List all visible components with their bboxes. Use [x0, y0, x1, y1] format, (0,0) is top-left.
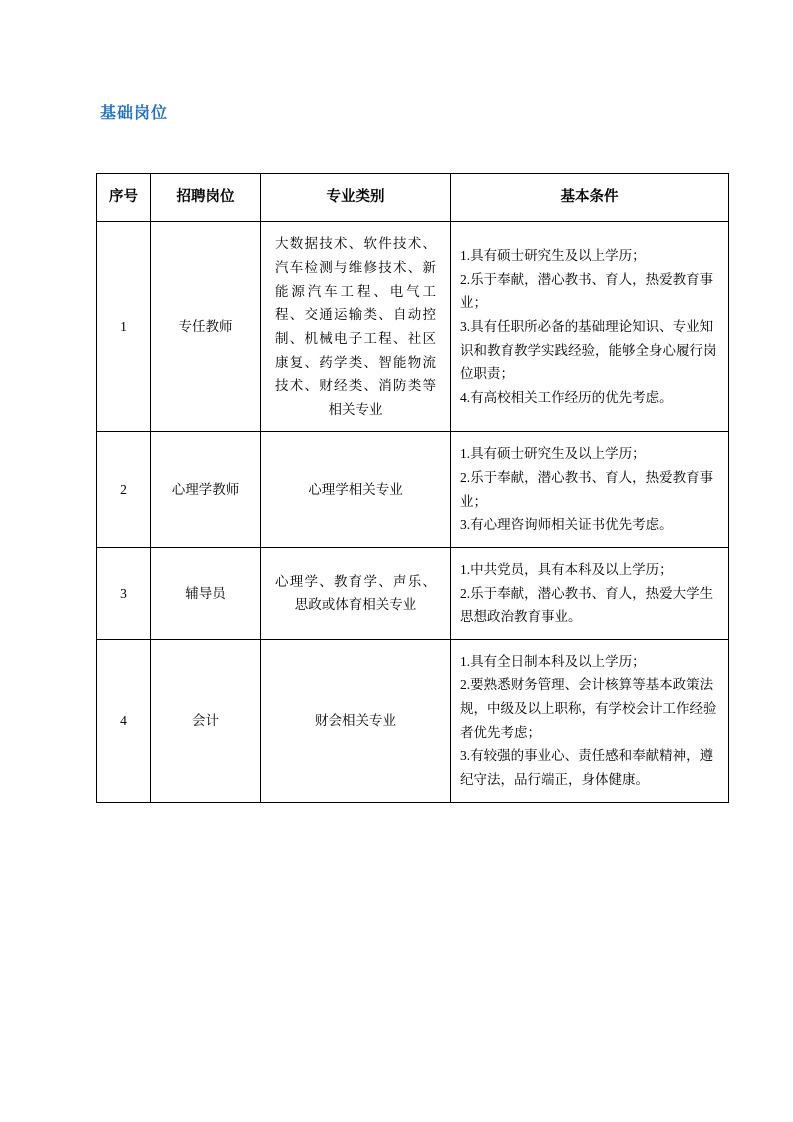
cell-no: 2: [97, 432, 151, 548]
condition-line: 4.有高校相关工作经历的优先考虑。: [460, 389, 673, 405]
cell-major: 心理学、教育学、声乐、思政或体育相关专业: [261, 547, 451, 639]
column-header-conditions: 基本条件: [451, 174, 729, 222]
cell-major: 大数据技术、软件技术、汽车检测与维修技术、新能源汽车工程、电气工程、交通运输类、自动控制、机械电子工程、社区康复、药学类、智能物流技术、财经类、消防类等相关专业: [261, 222, 451, 432]
cell-post: 专任教师: [151, 222, 261, 432]
condition-line: 1.具有全日制本科及以上学历；: [460, 653, 646, 669]
cell-conditions: [451, 639, 729, 802]
cell-conditions: [451, 432, 729, 548]
column-header-major: 专业类别: [261, 174, 451, 222]
condition-line: 1.具有硕士研究生及以上学历；: [460, 446, 646, 462]
condition-line: 3.有较强的事业心、责任感和奉献精神，遵纪守法，品行端正，身体健康。: [460, 748, 714, 787]
table-row: [97, 547, 729, 639]
condition-line: 2.乐于奉献，潜心教书、育人，热爱教育事业；: [460, 271, 714, 311]
condition-line: 2.乐于奉献，潜心教书、育人，热爱教育事业；: [460, 470, 714, 509]
table-row: [97, 639, 729, 802]
condition-line: 1.中共党员，具有本科及以上学历；: [460, 561, 673, 577]
cell-major: 财会相关专业: [261, 639, 451, 802]
condition-line: 2.乐于奉献，潜心教书、育人，热爱大学生思想政治教育事业。: [460, 585, 714, 625]
cell-conditions: [451, 547, 729, 639]
cell-post: 辅导员: [151, 547, 261, 639]
cell-no: 3: [97, 547, 151, 639]
recruitment-positions-table: [96, 173, 729, 803]
cell-conditions: [451, 222, 729, 432]
cell-post: 会计: [151, 639, 261, 802]
column-header-no: 序号: [97, 174, 151, 222]
cell-no: 4: [97, 639, 151, 802]
condition-line: 1.具有硕士研究生及以上学历；: [460, 248, 646, 264]
condition-line: 2.要熟悉财务管理、会计核算等基本政策法规，中级及以上职称，有学校会计工作经验者优先考虑；: [460, 677, 717, 740]
table-row: [97, 432, 729, 548]
cell-no: 1: [97, 222, 151, 432]
column-header-post: 招聘岗位: [151, 174, 261, 222]
condition-line: 3.具有任职所必备的基础理论知识、专业知识和教育教学实践经验，能够全身心履行岗位职责；: [460, 319, 717, 382]
cell-major: 心理学相关专业: [261, 432, 451, 548]
table-header-row: [97, 174, 729, 222]
table-row: [97, 222, 729, 432]
condition-line: 3.有心理咨询师相关证书优先考虑。: [460, 517, 673, 533]
cell-post: 心理学教师: [151, 432, 261, 548]
page-title: 基础岗位: [100, 105, 169, 122]
